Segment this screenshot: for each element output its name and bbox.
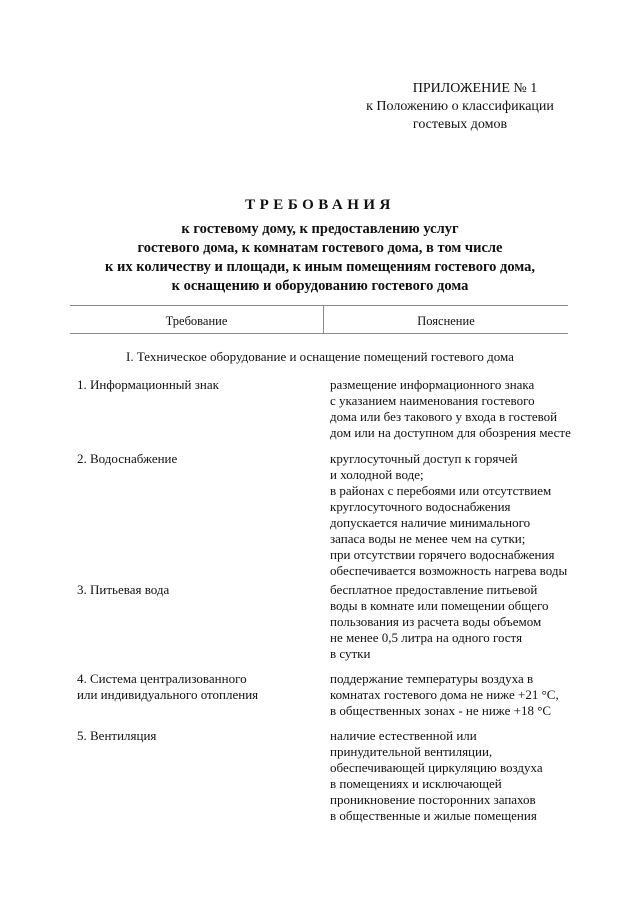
- requirement-text: 4. Система централизованного: [77, 671, 247, 686]
- explanation-line: в районах с перебоями или отсутствием: [330, 483, 552, 498]
- explanation-line: в помещениях и исключающей: [330, 776, 502, 791]
- table-row-explanation: [330, 451, 580, 579]
- document-title: ТРЕБОВАНИЯ: [245, 197, 395, 213]
- requirement-text: 2. Водоснабжение: [77, 451, 178, 466]
- table-row-explanation: [330, 728, 580, 824]
- table-top-border: [70, 305, 568, 306]
- subtitle-line: к гостевому дому, к предоставлению услуг: [181, 221, 459, 237]
- table-header-bottom-border: [70, 333, 568, 334]
- explanation-line: проникновение посторонних запахов: [330, 792, 536, 807]
- table-row-explanation: [330, 671, 580, 719]
- explanation-line: запаса воды не менее чем на сутки;: [330, 531, 526, 546]
- explanation-line: допускается наличие минимального: [330, 515, 531, 530]
- explanation-line: в общественные и жилые помещения: [330, 808, 537, 823]
- table-row-explanation: [330, 377, 580, 441]
- subtitle-line: к оснащению и оборудованию гостевого дома: [171, 278, 469, 294]
- appendix-ref-line: гостевых домов: [412, 117, 508, 132]
- column-header-requirement: Требование: [165, 314, 228, 328]
- table-row-requirement: [77, 451, 317, 467]
- requirement-text: или индивидуального отопления: [77, 687, 259, 702]
- explanation-line: в сутки: [330, 646, 371, 661]
- column-header-explanation: Пояснение: [417, 314, 475, 328]
- explanation-line: поддержание температуры воздуха в: [330, 671, 534, 686]
- subtitle-line: гостевого дома, к комнатам гостевого дома, в том числе: [137, 240, 503, 256]
- explanation-line: при отсутствии горячего водоснабжения: [330, 547, 555, 562]
- appendix-number: ПРИЛОЖЕНИЕ № 1: [412, 81, 538, 96]
- explanation-line: круглосуточный доступ к горячей: [330, 451, 518, 466]
- explanation-line: с указанием наименования гостевого: [330, 393, 535, 408]
- explanation-line: и холодной воде;: [330, 467, 424, 482]
- subtitle-line: к их количеству и площади, к иным помещениям гостевого дома,: [104, 259, 536, 275]
- table-row-requirement: [77, 728, 317, 744]
- explanation-line: принудительной вентиляции,: [330, 744, 493, 759]
- explanation-line: в общественных зонах - не ниже +18 °С: [330, 703, 552, 718]
- explanation-line: пользования из расчета воды объемом: [330, 614, 542, 629]
- section-title: I. Техническое оборудование и оснащение помещений гостевого дома: [126, 349, 514, 364]
- explanation-line: дом или на доступном для обозрения месте: [330, 425, 571, 440]
- explanation-line: дома или без такового у входа в гостевой: [330, 409, 558, 424]
- explanation-line: размещение информационного знака: [330, 377, 535, 392]
- requirement-text: 5. Вентиляция: [77, 728, 157, 743]
- explanation-line: наличие естественной или: [330, 728, 477, 743]
- explanation-line: комнатах гостевого дома не ниже +21 °С,: [330, 687, 559, 702]
- explanation-line: бесплатное предоставление питьевой: [330, 582, 538, 597]
- table-row-requirement: [77, 582, 317, 598]
- appendix-block: [330, 80, 590, 134]
- explanation-line: обеспечивается возможность нагрева воды: [330, 563, 568, 578]
- appendix-ref-line: к Положению о классификации: [366, 99, 554, 114]
- table-row-requirement: [77, 671, 317, 703]
- explanation-line: воды в комнате или помещении общего: [330, 598, 549, 613]
- requirement-text: 1. Информационный знак: [77, 377, 219, 392]
- explanation-line: круглосуточного водоснабжения: [330, 499, 511, 514]
- table-row-explanation: [330, 582, 580, 662]
- requirement-text: 3. Питьевая вода: [77, 582, 170, 597]
- explanation-line: не менее 0,5 литра на одного гостя: [330, 630, 523, 645]
- table-row-requirement: [77, 377, 317, 393]
- explanation-line: обеспечивающей циркуляцию воздуха: [330, 760, 543, 775]
- document-subtitle: [60, 220, 580, 296]
